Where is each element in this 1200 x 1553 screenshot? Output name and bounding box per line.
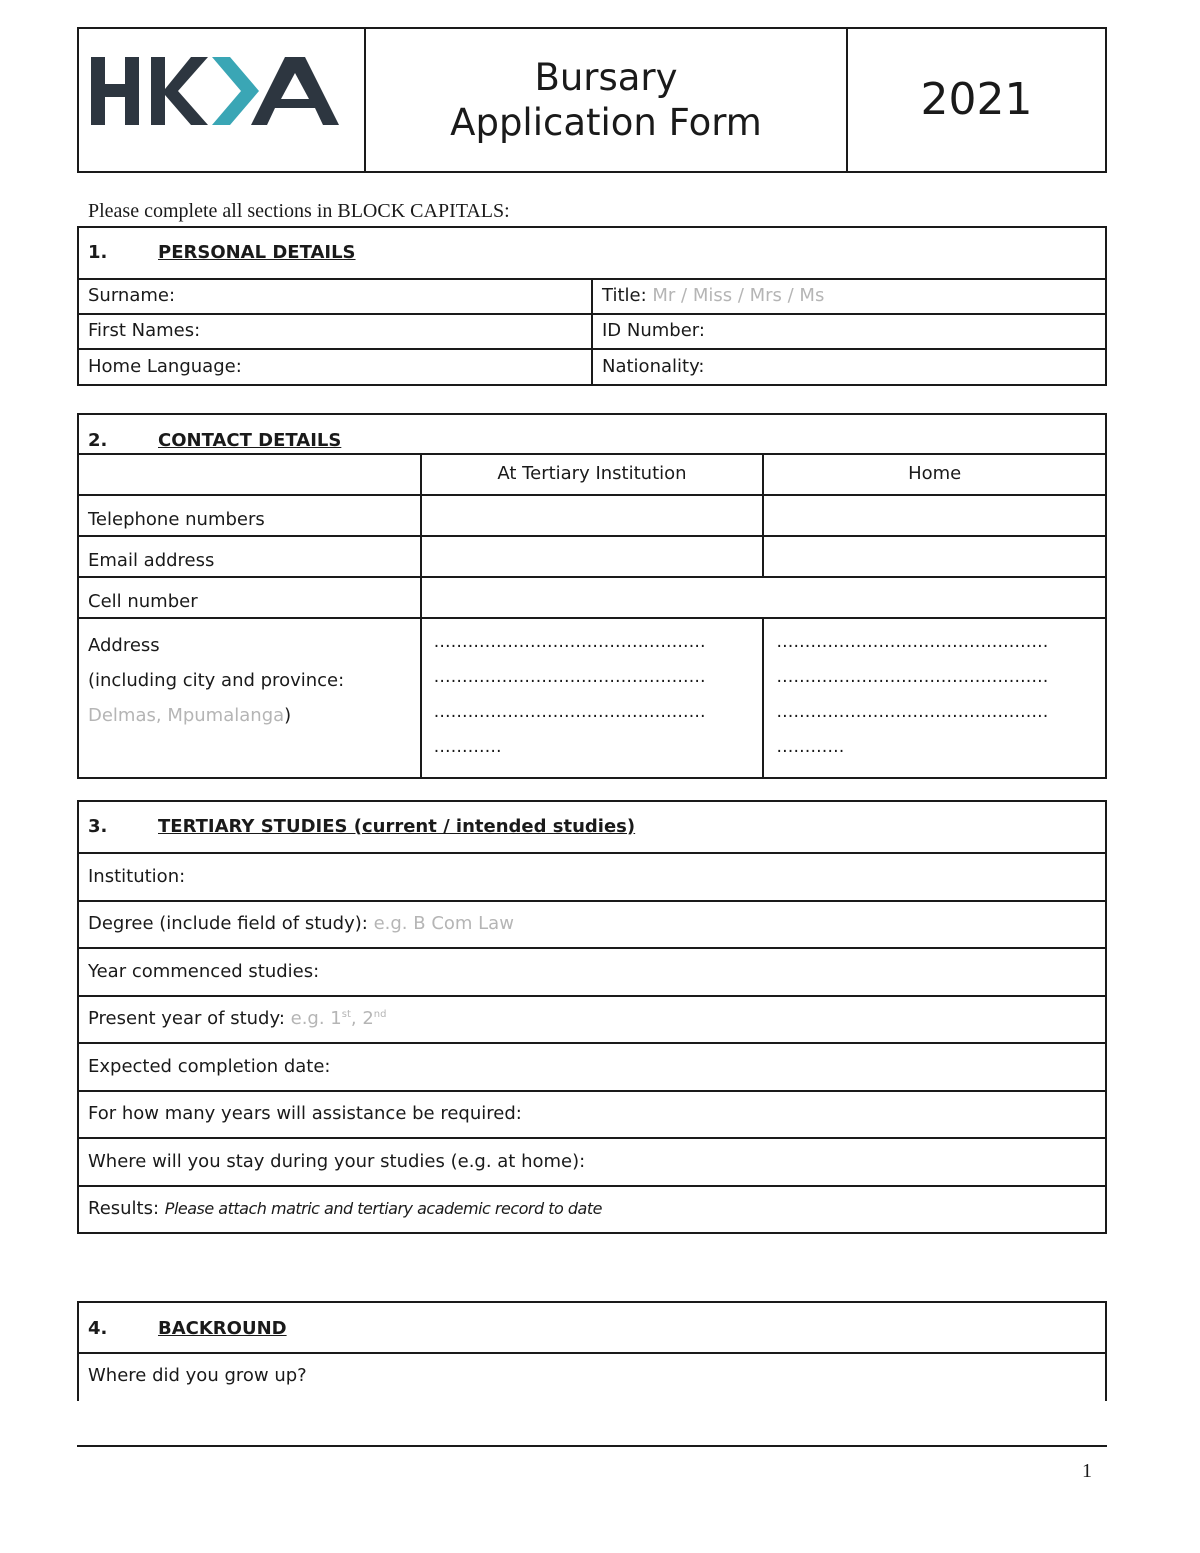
id-number-field[interactable]	[592, 314, 1106, 349]
col-header-home: Home	[763, 454, 1106, 495]
address-label: Address	[88, 635, 160, 656]
email-tertiary-input[interactable]	[421, 536, 764, 577]
year-commenced-label: Year commenced studies:	[88, 960, 320, 982]
section3-number: 3.	[88, 815, 108, 837]
section2-header	[78, 414, 1106, 454]
present-year-label: Present year of study:	[88, 1008, 285, 1030]
form-year: 2021	[920, 73, 1033, 125]
completion-date-field[interactable]	[78, 1043, 1106, 1091]
degree-field[interactable]	[78, 901, 1106, 948]
present-year-sup-1: st	[341, 1009, 351, 1021]
dotted-line: …………	[433, 737, 502, 757]
telephone-home-input[interactable]	[763, 495, 1106, 536]
completion-date-label: Expected completion date:	[88, 1055, 331, 1077]
institution-label: Institution:	[88, 865, 186, 887]
logo-cell	[78, 28, 365, 172]
background-section	[77, 1301, 1107, 1401]
results-field[interactable]	[78, 1186, 1106, 1233]
section1-header	[78, 227, 1106, 279]
section1-title: PERSONAL DETAILS	[158, 241, 356, 263]
section3-title: TERTIARY STUDIES (current / intended studies)	[158, 815, 636, 837]
contact-corner-cell	[78, 454, 421, 495]
assistance-years-label: For how many years will assistance be required:	[88, 1103, 522, 1125]
form-title-cell	[365, 28, 847, 172]
stay-field[interactable]	[78, 1138, 1106, 1186]
dotted-line: …………………………………………	[433, 702, 706, 722]
present-year-hint-1: e.g. 1	[290, 1008, 342, 1030]
address-hint: Delmas, Mpumalanga	[88, 705, 285, 726]
col-header-tertiary: At Tertiary Institution	[421, 454, 764, 495]
address-sublabel: (including city and province:	[88, 670, 345, 691]
email-home-input[interactable]	[763, 536, 1106, 577]
grow-up-label: Where did you grow up?	[88, 1365, 307, 1386]
address-label-cell	[78, 618, 421, 778]
section3-header	[78, 801, 1106, 853]
id-number-label: ID Number:	[602, 320, 705, 342]
degree-label: Degree (include field of study):	[88, 913, 368, 935]
present-year-hint-2: , 2	[350, 1008, 374, 1030]
dotted-line: …………………………………………	[776, 632, 1049, 652]
year-commenced-field[interactable]	[78, 948, 1106, 996]
nationality-field[interactable]	[592, 349, 1106, 385]
address-home-input[interactable]	[763, 618, 1106, 778]
present-year-sup-2: nd	[373, 1009, 387, 1021]
results-label: Results:	[88, 1198, 160, 1220]
year-cell	[847, 28, 1106, 172]
address-tertiary-input[interactable]	[421, 618, 764, 778]
section1-number: 1.	[88, 241, 108, 263]
page-number: 1	[1082, 1460, 1092, 1482]
degree-hint: e.g. B Com Law	[373, 913, 514, 935]
assistance-years-field[interactable]	[78, 1091, 1106, 1138]
dotted-line: …………	[776, 737, 845, 757]
title-label: Title:	[602, 285, 647, 307]
section2-title: CONTACT DETAILS	[158, 430, 342, 452]
row-label-cell: Cell number	[78, 577, 421, 618]
dotted-line: …………………………………………	[433, 632, 706, 652]
present-year-hint	[291, 1008, 387, 1029]
telephone-tertiary-input[interactable]	[421, 495, 764, 536]
address-close: )	[284, 705, 292, 726]
section2-number: 2.	[88, 430, 108, 452]
home-language-field[interactable]	[78, 349, 592, 385]
dotted-line: …………………………………………	[776, 702, 1049, 722]
dotted-line: …………………………………………	[433, 667, 706, 687]
cell-number-input[interactable]	[421, 577, 1106, 618]
dotted-line: …………………………………………	[776, 667, 1049, 687]
header-table	[77, 27, 1107, 173]
row-label-telephone: Telephone numbers	[78, 495, 421, 536]
row-label-email: Email address	[78, 536, 421, 577]
form-title: Bursary Application Form	[450, 55, 762, 144]
surname-field[interactable]	[78, 279, 592, 314]
present-year-field[interactable]	[78, 996, 1106, 1043]
first-names-field[interactable]	[78, 314, 592, 349]
nationality-label: Nationality:	[602, 355, 705, 377]
title-field[interactable]	[592, 279, 1106, 314]
first-names-label: First Names:	[88, 320, 201, 342]
stay-label: Where will you stay during your studies (e.g. at home):	[88, 1150, 586, 1172]
title-hint: Mr / Miss / Mrs / Ms	[652, 285, 825, 307]
results-note: Please attach matric and tertiary academic record to date	[164, 1199, 602, 1219]
home-language-label: Home Language:	[88, 355, 242, 377]
section4-number: 4.	[88, 1318, 108, 1339]
footer-rule	[77, 1445, 1107, 1447]
grow-up-field[interactable]	[79, 1354, 1105, 1386]
personal-details-table	[77, 226, 1107, 386]
instruction-text: Please complete all sections in BLOCK CAPITALS:	[88, 200, 510, 222]
section4-title: BACKROUND	[158, 1318, 287, 1339]
institution-field[interactable]	[78, 853, 1106, 901]
surname-label: Surname:	[88, 285, 176, 307]
section4-header	[79, 1303, 1105, 1354]
contact-details-table	[77, 413, 1107, 779]
tertiary-studies-table	[77, 800, 1107, 1234]
address-example	[88, 698, 420, 733]
hkxa-logo	[79, 29, 364, 165]
